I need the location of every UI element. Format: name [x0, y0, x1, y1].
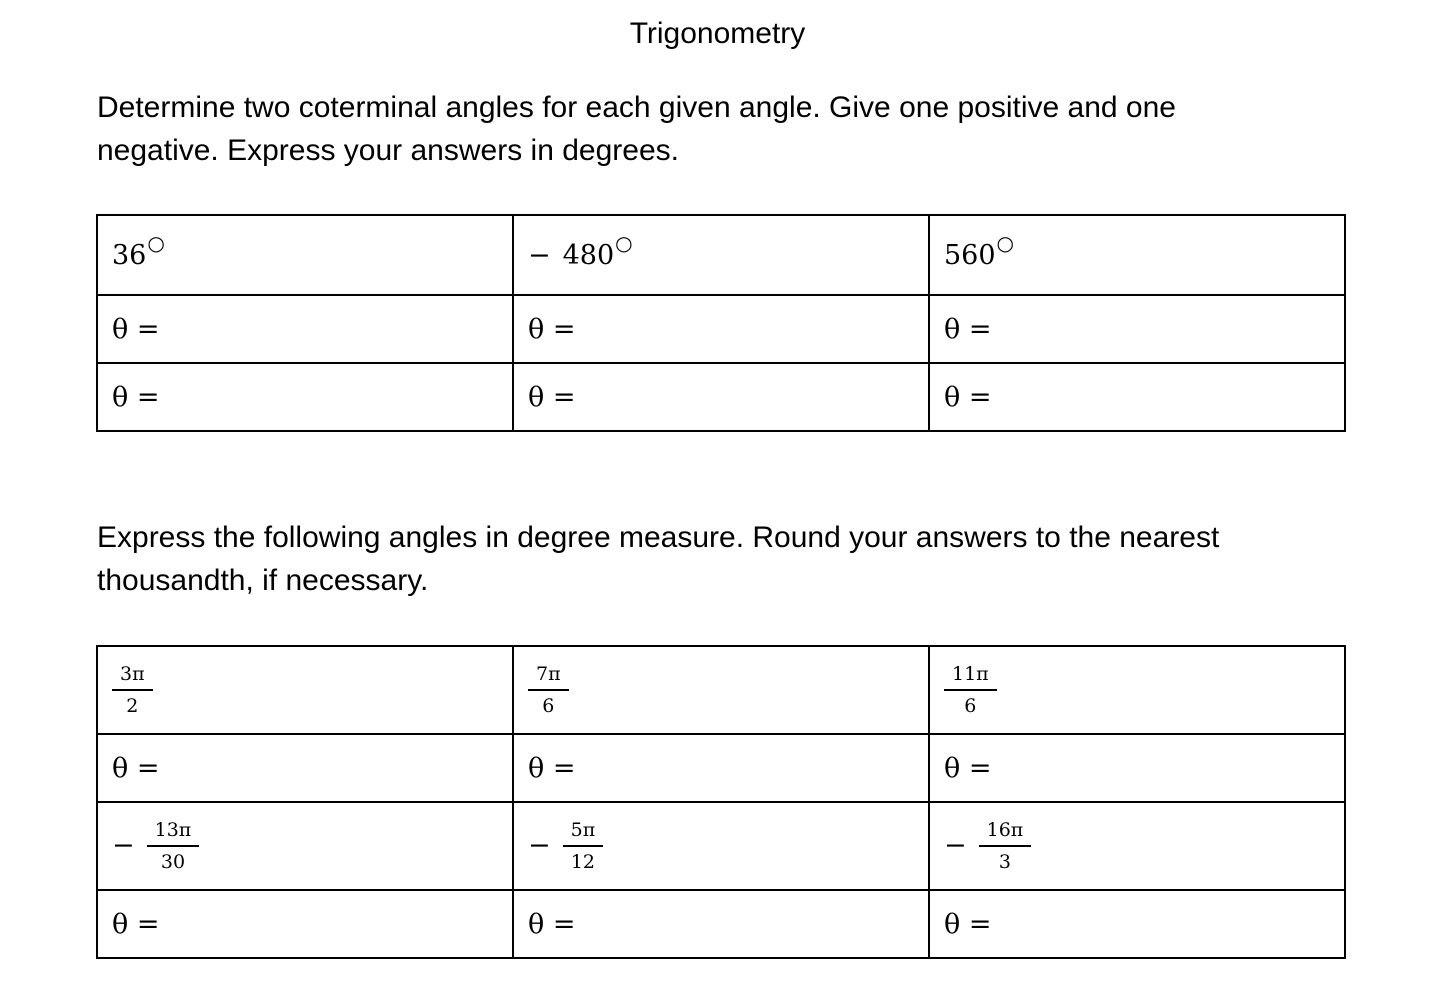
fraction	[979, 818, 1032, 874]
table-row	[97, 363, 1345, 431]
theta-label: θ =	[112, 381, 160, 413]
numerator: 5π	[563, 818, 604, 847]
angle-cell	[929, 215, 1345, 295]
denominator: 12	[570, 851, 595, 873]
answer-cell[interactable]	[929, 363, 1345, 431]
answer-cell[interactable]	[97, 890, 513, 958]
angle-value: 560	[944, 239, 996, 271]
angle-cell	[513, 646, 929, 734]
angle-cell	[513, 802, 929, 890]
theta-label: θ =	[944, 313, 992, 345]
answer-cell[interactable]	[513, 363, 929, 431]
denominator: 2	[126, 695, 139, 717]
theta-label: θ =	[112, 313, 160, 345]
instruction-line: negative. Express your answers in degrees.	[97, 134, 679, 167]
denominator: 30	[160, 851, 186, 873]
angle-cell	[929, 802, 1345, 890]
numerator: 13π	[147, 818, 200, 847]
theta-label: θ =	[112, 908, 160, 940]
answer-cell[interactable]	[929, 890, 1345, 958]
denominator: 6	[964, 695, 977, 717]
answer-cell[interactable]	[929, 734, 1345, 802]
fraction	[147, 818, 200, 874]
minus-sign: −	[528, 239, 551, 271]
minus-sign: −	[944, 829, 967, 861]
answer-cell[interactable]	[513, 890, 929, 958]
numerator: 7π	[528, 662, 569, 691]
table-row	[97, 215, 1345, 295]
angle-cell	[97, 215, 513, 295]
angle-cell	[513, 215, 929, 295]
answer-cell[interactable]	[97, 295, 513, 363]
fraction	[112, 662, 153, 718]
angle-value: 36	[112, 239, 147, 271]
radian-conversion-table	[96, 645, 1346, 959]
fraction	[563, 818, 604, 874]
answer-cell[interactable]	[513, 295, 929, 363]
table-row	[97, 646, 1345, 734]
instruction-line: Determine two coterminal angles for each given angle. Give one positive and one	[97, 91, 1176, 124]
minus-sign: −	[112, 829, 135, 861]
table-row	[97, 802, 1345, 890]
answer-cell[interactable]	[513, 734, 929, 802]
numerator: 11π	[944, 662, 997, 691]
instruction-line: Express the following angles in degree measure. Round your answers to the nearest	[97, 521, 1220, 554]
instruction-line: thousandth, if necessary.	[97, 564, 429, 597]
minus-sign: −	[528, 829, 551, 861]
degree-symbol: ○	[996, 230, 1014, 255]
table-row	[97, 295, 1345, 363]
table-row	[97, 890, 1345, 958]
page-title: Trigonometry	[629, 17, 806, 50]
degree-symbol: ○	[615, 230, 633, 255]
theta-label: θ =	[528, 908, 576, 940]
table-row	[97, 734, 1345, 802]
answer-cell[interactable]	[97, 734, 513, 802]
theta-label: θ =	[944, 752, 992, 784]
angle-cell	[97, 646, 513, 734]
numerator: 3π	[112, 662, 153, 691]
coterminal-table	[96, 214, 1346, 432]
theta-label: θ =	[112, 752, 160, 784]
angle-cell	[929, 646, 1345, 734]
theta-label: θ =	[944, 908, 992, 940]
theta-label: θ =	[944, 381, 992, 413]
answer-cell[interactable]	[97, 363, 513, 431]
denominator: 6	[542, 695, 555, 717]
angle-value: 480	[562, 239, 615, 271]
instructions-degree-measure	[97, 516, 1347, 602]
numerator: 16π	[979, 818, 1032, 847]
instructions-coterminal	[97, 86, 1347, 172]
degree-symbol: ○	[147, 230, 165, 255]
fraction	[528, 662, 569, 718]
denominator: 3	[998, 851, 1011, 873]
angle-cell	[97, 802, 513, 890]
fraction	[944, 662, 997, 718]
theta-label: θ =	[528, 313, 576, 345]
theta-label: θ =	[528, 752, 576, 784]
answer-cell[interactable]	[929, 295, 1345, 363]
theta-label: θ =	[528, 381, 576, 413]
